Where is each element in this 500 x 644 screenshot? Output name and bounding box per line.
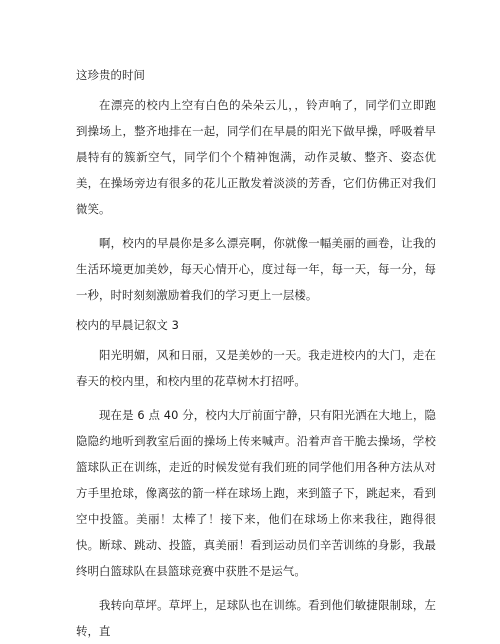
section-paragraph-3: 我转向草坪。草坪上，足球队也在训练。看到他们敏捷限制球，左转，直 [76, 598, 436, 638]
section-title: 校内的早晨记叙文 3 [76, 318, 179, 332]
section-paragraph-2: 现在是 6 点 40 分，校内大厅前面宁静，只有阳光洒在大地上，隐隐隐约地听到教室后面的操场上传来喊声。沿着声音干脆去操场，学校篮球队正在训练，走近的时候发觉有我们班的同学他们用各种方法从对方手里抢球，像离弦的箭一样在球场上跑，来到篮子下，跳起来，看到空中投篮。美丽！太棒了！接下来，他们在球场上你来我往，跑得很快。断球、跳动、投篮，真美丽！看到运动员们辛苦训练的身影，我最终明白篮球队在县篮球竞赛中获胜不是运气。 [76, 408, 436, 578]
section-paragraph-1: 阳光明媚，风和日丽，又是美妙的一天。我走进校内的大门，走在春天的校内里，和校内里的花草树木打招呼。 [76, 348, 436, 388]
document-body [76, 62, 436, 644]
paragraph-2: 啊，校内的早晨你是多么漂亮啊，你就像一幅美丽的画卷，让我的生活环境更加美妙，每天心情开心，度过每一年，每一天，每一分，每一秒，时时刻刻激励着我们的学习更上一层楼。 [76, 236, 436, 302]
document-title: 这珍贵的时间 [76, 68, 145, 82]
paragraph-1: 在漂亮的校内上空有白色的朵朵云儿，，铃声响了，同学们立即跑到操场上，整齐地排在一起，同学们在早晨的阳光下做早操，呼吸着早晨特有的簇新空气，同学们个个精神饱满，动作灵敏、整齐、姿态优美，在操场旁边有很多的花儿正散发着淡淡的芳香，它们仿佛正对我们微笑。 [76, 98, 436, 216]
